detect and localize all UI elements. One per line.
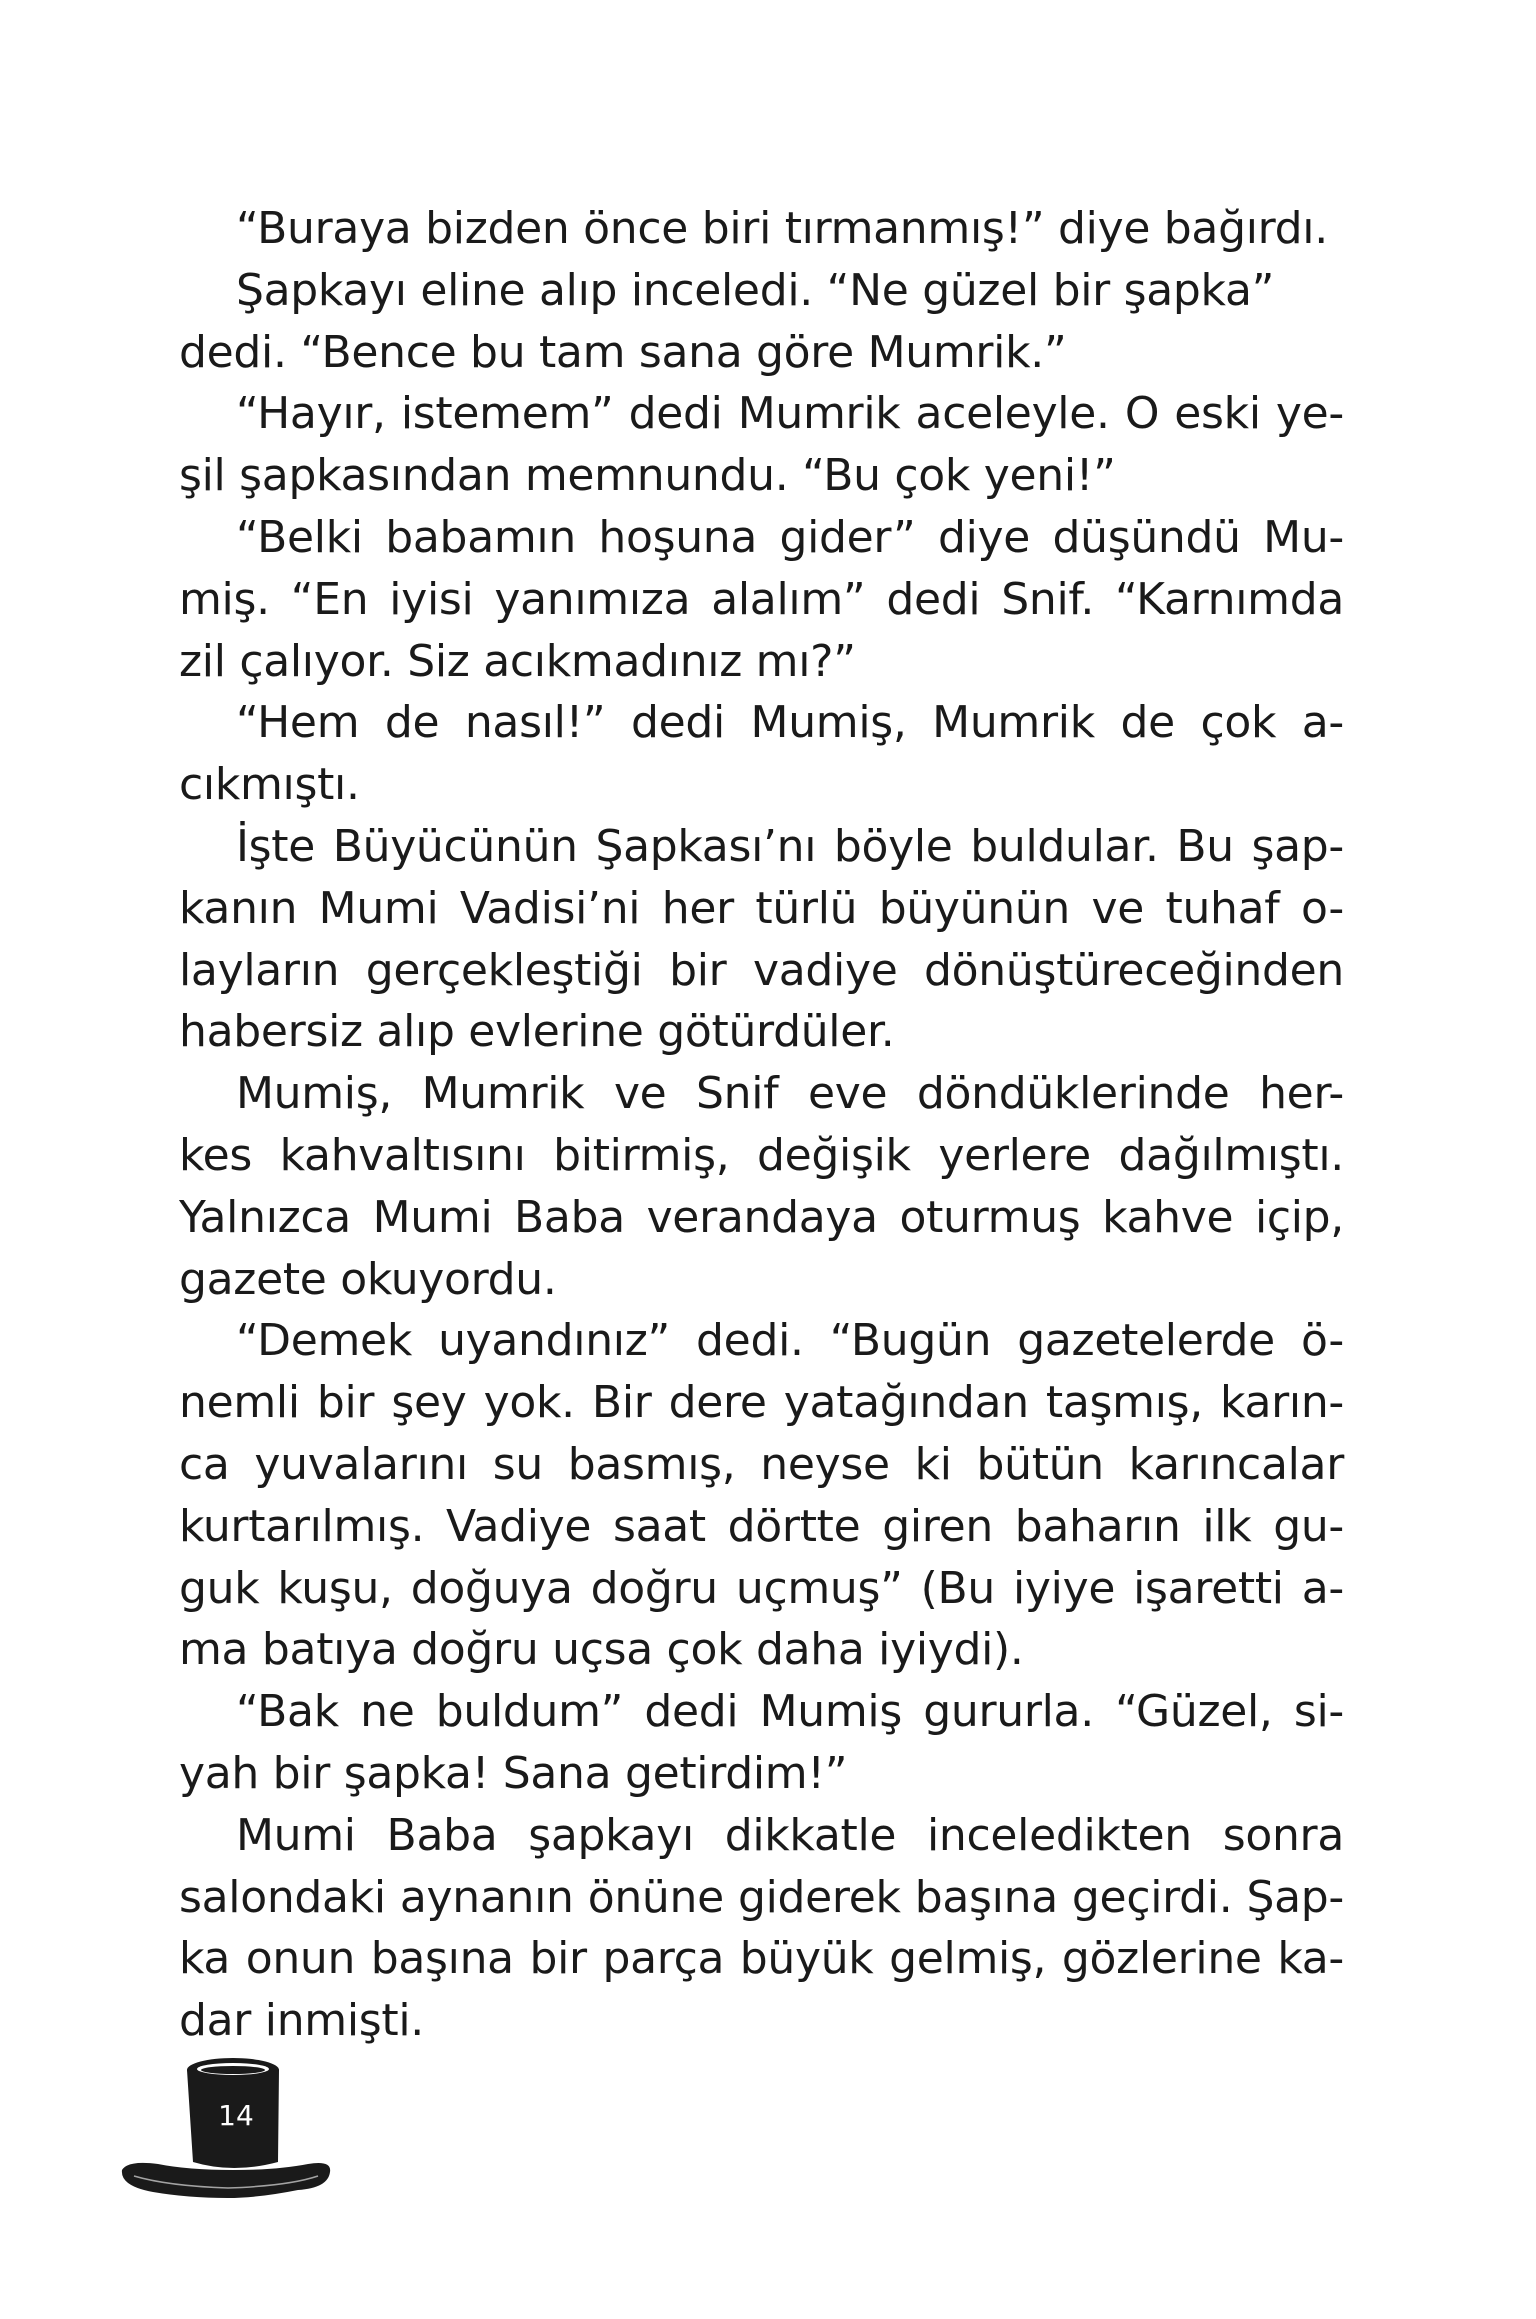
text-line: salondaki aynanın önüne giderek başına geçirdi. Şap-: [179, 1871, 1344, 1923]
page-number: 14: [218, 2099, 254, 2132]
text-line: “Bak ne buldum” dedi Mumiş gururla. “Güzel, si-: [236, 1686, 1344, 1738]
text-line: İşte Büyücünün Şapkası’nı böyle buldular. Bu şap-: [236, 820, 1344, 872]
text-line: kes kahvaltısını bitirmiş, değişik yerlere dağılmıştı.: [179, 1129, 1344, 1181]
text-line: ka onun başına bir parça büyük gelmiş, gözlerine ka-: [179, 1933, 1344, 1985]
body-text: [179, 198, 1344, 2052]
text-line: Yalnızca Mumi Baba verandaya oturmuş kahve içip,: [179, 1191, 1344, 1243]
text-line: kanın Mumi Vadisi’ni her türlü büyünün ve tuhaf o-: [179, 882, 1344, 934]
text-line: dedi. “Bence bu tam sana göre Mumrik.”: [179, 326, 1067, 378]
text-line: Mumi Baba şapkayı dikkatle inceledikten sonra: [236, 1809, 1344, 1861]
text-line: yah bir şapka! Sana getirdim!”: [179, 1747, 848, 1799]
text-line: “Belki babamın hoşuna gider” diye düşündü Mu-: [236, 511, 1344, 563]
text-line: nemli bir şey yok. Bir dere yatağından taşmış, karın-: [179, 1377, 1344, 1429]
text-line: “Hem de nasıl!” dedi Mumiş, Mumrik de çok a-: [236, 697, 1344, 749]
text-line: Şapkayı eline alıp inceledi. “Ne güzel bir şapka”: [236, 264, 1275, 316]
text-line: miş. “En iyisi yanımıza alalım” dedi Snif. “Karnımda: [179, 573, 1344, 625]
text-line: kurtarılmış. Vadiye saat dörtte giren baharın ilk gu-: [179, 1500, 1344, 1552]
text-line: “Buraya bizden önce biri tırmanmış!” diye bağırdı.: [236, 203, 1328, 254]
text-line: habersiz alıp evlerine götürdüler.: [179, 1006, 895, 1058]
text-line: guk kuşu, doğuya doğru uçmuş” (Bu iyiye işaretti a-: [179, 1562, 1344, 1614]
text-line: “Hayır, istemem” dedi Mumrik aceleyle. O eski ye-: [236, 388, 1344, 440]
text-line: cıkmıştı.: [179, 759, 360, 811]
text-line: ca yuvalarını su basmış, neyse ki bütün karıncalar: [179, 1438, 1344, 1490]
text-line: Mumiş, Mumrik ve Snif eve döndüklerinde her-: [236, 1068, 1344, 1120]
text-line: şil şapkasından memnundu. “Bu çok yeni!”: [179, 450, 1116, 502]
text-line: layların gerçekleştiği bir vadiye dönüştüreceğinden: [179, 944, 1344, 996]
text-line: dar inmişti.: [179, 1995, 424, 2047]
text-line: gazete okuyordu.: [179, 1253, 557, 1305]
text-line: “Demek uyandınız” dedi. “Bugün gazetelerde ö-: [236, 1315, 1344, 1367]
text-line: zil çalıyor. Siz acıkmadınız mı?”: [179, 635, 856, 687]
text-line: ma batıya doğru uçsa çok daha iyiydi).: [179, 1624, 1024, 1676]
